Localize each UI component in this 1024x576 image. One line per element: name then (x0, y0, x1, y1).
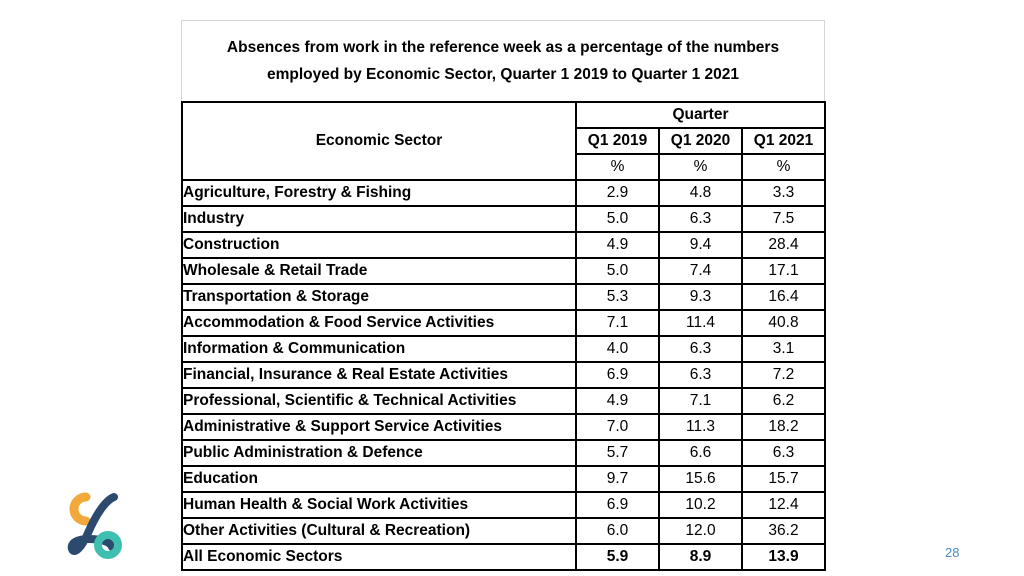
sector-name: Accommodation & Food Service Activities (182, 310, 576, 336)
value-q1-2021: 36.2 (742, 518, 825, 544)
unit-label: % (659, 154, 742, 180)
value-q1-2020: 11.3 (659, 414, 742, 440)
sector-name: Wholesale & Retail Trade (182, 258, 576, 284)
value-q1-2019: 4.0 (576, 336, 659, 362)
table-row (182, 414, 825, 440)
column-header-q1-2020: Q1 2020 (659, 128, 742, 154)
value-q1-2020: 6.3 (659, 362, 742, 388)
table-row (182, 362, 825, 388)
table-row (182, 310, 825, 336)
absence-table (181, 101, 826, 571)
value-q1-2021: 3.1 (742, 336, 825, 362)
logo-orange-arc (74, 497, 86, 521)
value-q1-2019: 6.9 (576, 492, 659, 518)
table-row (182, 180, 825, 206)
sector-name: Information & Communication (182, 336, 576, 362)
table-row (182, 440, 825, 466)
table-title-line-2: employed by Economic Sector, Quarter 1 2019 to Quarter 1 2021 (266, 66, 740, 83)
value-q1-2020: 6.6 (659, 440, 742, 466)
value-q1-2020: 10.2 (659, 492, 742, 518)
sector-column-header: Economic Sector (182, 102, 576, 180)
total-row (182, 544, 825, 570)
value-q1-2019: 7.0 (576, 414, 659, 440)
unit-label: % (742, 154, 825, 180)
value-q1-2021: 3.3 (742, 180, 825, 206)
table-row (182, 232, 825, 258)
value-q1-2020: 7.1 (659, 388, 742, 414)
value-q1-2020: 7.4 (659, 258, 742, 284)
total-sector-name: All Economic Sectors (182, 544, 576, 570)
value-q1-2019: 6.9 (576, 362, 659, 388)
value-q1-2021: 28.4 (742, 232, 825, 258)
value-q1-2020: 12.0 (659, 518, 742, 544)
value-q1-2021: 17.1 (742, 258, 825, 284)
value-q1-2019: 5.3 (576, 284, 659, 310)
table-row (182, 336, 825, 362)
total-value-q1-2019: 5.9 (576, 544, 659, 570)
sector-name: Construction (182, 232, 576, 258)
value-q1-2019: 4.9 (576, 388, 659, 414)
sector-name: Administrative & Support Service Activities (182, 414, 576, 440)
value-q1-2020: 15.6 (659, 466, 742, 492)
value-q1-2020: 6.3 (659, 206, 742, 232)
unit-label: % (576, 154, 659, 180)
table-row (182, 258, 825, 284)
value-q1-2020: 9.4 (659, 232, 742, 258)
sector-name: Professional, Scientific & Technical Activities (182, 388, 576, 414)
table-row (182, 284, 825, 310)
table-row (182, 388, 825, 414)
cso-logo-icon (64, 489, 126, 561)
value-q1-2021: 6.2 (742, 388, 825, 414)
total-value-q1-2021: 13.9 (742, 544, 825, 570)
value-q1-2019: 9.7 (576, 466, 659, 492)
value-q1-2021: 7.5 (742, 206, 825, 232)
sector-name: Financial, Insurance & Real Estate Activities (182, 362, 576, 388)
page-number: 28 (945, 545, 960, 560)
value-q1-2021: 18.2 (742, 414, 825, 440)
table-body (182, 180, 825, 570)
table-row (182, 206, 825, 232)
table-row (182, 466, 825, 492)
value-q1-2021: 40.8 (742, 310, 825, 336)
value-q1-2020: 9.3 (659, 284, 742, 310)
table-row (182, 492, 825, 518)
value-q1-2019: 5.7 (576, 440, 659, 466)
sector-name: Education (182, 466, 576, 492)
value-q1-2020: 4.8 (659, 180, 742, 206)
value-q1-2019: 5.0 (576, 258, 659, 284)
value-q1-2019: 7.1 (576, 310, 659, 336)
sector-name: Agriculture, Forestry & Fishing (182, 180, 576, 206)
value-q1-2021: 12.4 (742, 492, 825, 518)
table-title (181, 20, 825, 101)
quarter-group-header: Quarter (576, 102, 825, 128)
sector-name: Public Administration & Defence (182, 440, 576, 466)
table-title-line-1: Absences from work in the reference week as a percentage of the numbers (226, 39, 780, 56)
value-q1-2021: 16.4 (742, 284, 825, 310)
value-q1-2020: 6.3 (659, 336, 742, 362)
sector-name: Human Health & Social Work Activities (182, 492, 576, 518)
value-q1-2021: 6.3 (742, 440, 825, 466)
value-q1-2021: 7.2 (742, 362, 825, 388)
value-q1-2019: 6.0 (576, 518, 659, 544)
column-header-q1-2019: Q1 2019 (576, 128, 659, 154)
value-q1-2019: 2.9 (576, 180, 659, 206)
value-q1-2021: 15.7 (742, 466, 825, 492)
sector-name: Industry (182, 206, 576, 232)
sector-name: Transportation & Storage (182, 284, 576, 310)
value-q1-2020: 11.4 (659, 310, 742, 336)
total-value-q1-2020: 8.9 (659, 544, 742, 570)
sector-name: Other Activities (Cultural & Recreation) (182, 518, 576, 544)
value-q1-2019: 4.9 (576, 232, 659, 258)
table-row (182, 518, 825, 544)
column-header-q1-2021: Q1 2021 (742, 128, 825, 154)
value-q1-2019: 5.0 (576, 206, 659, 232)
